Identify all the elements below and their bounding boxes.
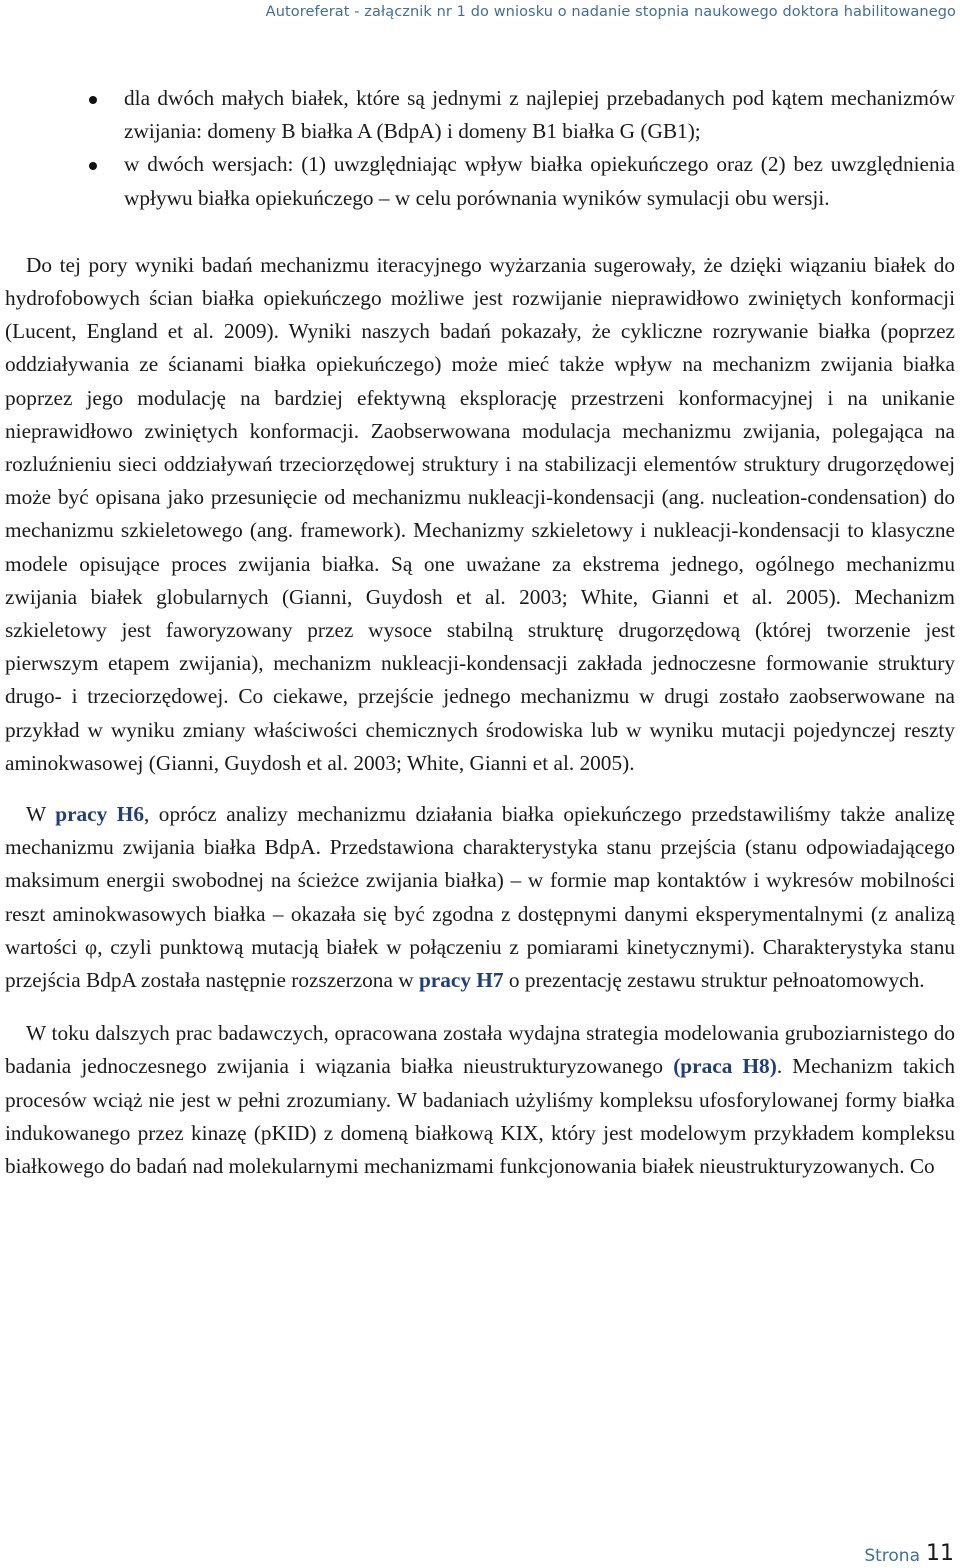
paragraph-h6-h7 (5, 798, 955, 997)
paragraph-lucent: Do tej pory wyniki badań mechanizmu iteracyjnego wyżarzania sugerowały, że dzięki wiązaniu białek do hydrofobowych ścian białka opiekuńczego możliwe jest rozwijanie nieprawidłowo zwiniętych konformacji (Lucent, England et al. 2009). Wyniki naszych badań pokazały, że cykliczne rozrywanie białka (poprzez oddziaływania ze ścianami białka opiekuńczego) może mieć także wpływ na mechanizm zwijania białka poprzez jego modulację na bardziej efektywną eksplorację przestrzeni konformacyjnej i na unikanie nieprawidłowo zwiniętych konformacji. Zaobserwowana modulacja mechanizmu zwijania, polegająca na rozluźnieniu sieci oddziaływań trzeciorzędowej struktury i na stabilizacji elementów struktury drugorzędowej może być opisana jako przesunięcie od mechanizmu nukleacji-kondensacji (ang. nucleation-condensation) do mechanizmu szkieletowego (ang. framework). Mechanizmy szkieletowy i nukleacji-kondensacji to klasyczne modele opisujące proces zwijania białka. Są one uważane za ekstrema jednego, ogólnego mechanizmu zwijania białek globularnych (Gianni, Guydosh et al. 2003; White, Gianni et al. 2005). Mechanizm szkieletowy jest faworyzowany przez wysoce stabilną strukturę drugorzędową (której tworzenie jest pierwszym etapem zwijania), mechanizm nukleacji-kondensacji zakłada jednoczesne formowanie struktury drugo- i trzeciorzędowej. Co ciekawe, przejście jednego mechanizmu w drugi zostało zaobserwowane na przykład w wyniku zmiany właściwości chemicznych środowiska lub w wyniku mutacji pojedynczej reszty aminokwasowej (Gianni, Guydosh et al. 2003; White, Gianni et al. 2005). (5, 252, 955, 775)
reference-h6: pracy H6 (55, 802, 144, 827)
bullet-icon (89, 96, 97, 104)
paragraph-h8 (5, 1017, 955, 1183)
running-header: Autoreferat - załącznik nr 1 do wniosku o nadanie stopnia naukowego doktora habilitowanego (265, 4, 956, 20)
page-footer (864, 1541, 954, 1566)
bullet-item (5, 148, 955, 214)
bullet-list (5, 82, 955, 215)
bullet-item (5, 82, 955, 148)
reference-h8: (praca H8) (673, 1054, 777, 1079)
bullet-text: w dwóch wersjach: (1) uwzględniając wpływ białka opiekuńczego oraz (2) bez uwzględnienia wpływu białka opiekuńczego – w celu porównania wyników symulacji obu wersji. (124, 152, 955, 210)
text-segment: , oprócz analizy mechanizmu działania białka opiekuńczego przedstawiliśmy także analizę mechanizmu zwijania białka BdpA. Przedstawiona charakterystyka stanu przejścia (stanu odpowiadającego maksimum energii swobodnej na ścieżce zwijania białka) – w formie map kontaktów i wykresów mobilności reszt aminokwasowych białka – okazała się być zgodna z dostępnymi danymi eksperymentalnymi (z analizą wartości φ, czyli punktową mutacją białek w połączeniu z pomiarami kinetycznymi). Charakterystyka stanu przejścia BdpA została następnie rozszerzona w (5, 802, 955, 993)
reference-h7: pracy H7 (418, 968, 504, 993)
text-segment: W (26, 802, 56, 827)
text-segment: W toku dalszych prac badawczych, opracowana została wydajna strategia modelowania gruboziarnistego do badania jednoczesnego zwijania i wiązania białka nieustrukturyzowanego (5, 1021, 955, 1079)
bullet-text: dla dwóch małych białek, które są jednymi z najlepiej przebadanych pod kątem mechanizmów zwijania: domeny B białka A (BdpA) i domeny B1 białka G (GB1); (124, 86, 955, 144)
page-body (5, 82, 955, 1183)
page-label: Strona (864, 1546, 920, 1566)
bullet-icon (89, 162, 97, 170)
text-segment: . Mechanizm takich procesów wciąż nie jest w pełni zrozumiany. W badaniach użyliśmy kompleksu ufosforylowanej formy białka indukowanego przez kinazę (pKID) z domeną białkową KIX, który jest modelowym przykładem kompleksu białkowego do badań nad molekularnymi mechanizmami funkcjonowania białek nieustrukturyzowanych. Co (5, 1054, 955, 1179)
page-number: 11 (926, 1541, 954, 1566)
text-segment: o prezentację zestawu struktur pełnoatomowych. (503, 968, 925, 993)
